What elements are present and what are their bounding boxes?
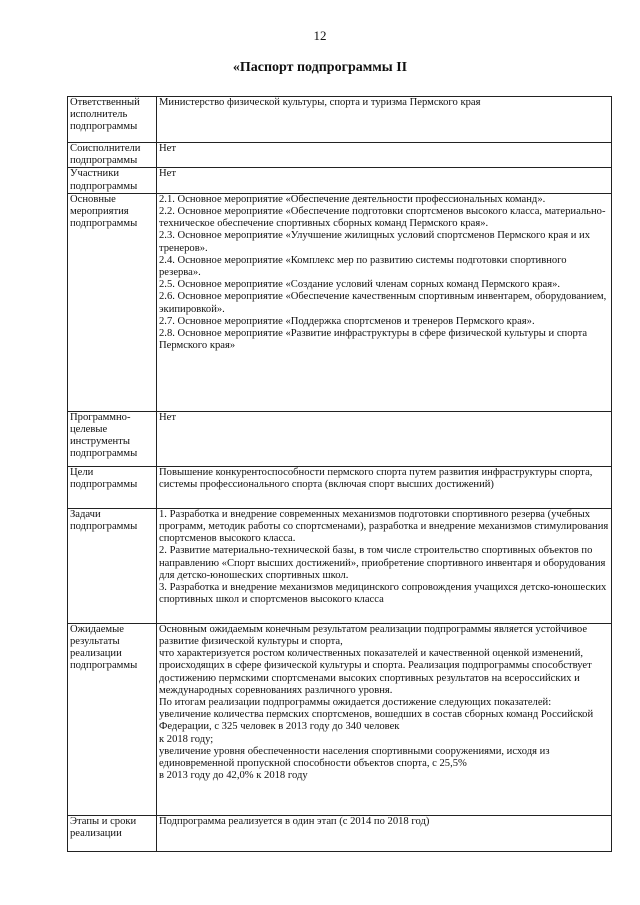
- content-paragraph: Повышение конкурентоспособности пермского спорта путем развития инфраструктуры спорта, системы профессионального спорта (включая спорт высших достижений): [159, 466, 593, 491]
- passport-table-body: [68, 97, 612, 852]
- content-paragraph: По итогам реализации подпрограммы ожидается достижение следующих показателей:: [159, 697, 552, 709]
- content-paragraph: 2.6. Основное мероприятие «Обеспечение качественным спортивным инвентарем, оборудованием, экипировкой».: [159, 291, 607, 315]
- passport-row: [68, 623, 612, 815]
- row-content: [157, 97, 612, 143]
- page-number: 12: [313, 28, 327, 43]
- content-paragraph: 3. Разработка и внедрение механизмов медицинского сопровождения учащихся детско-юношеских спортивных школ и спортсменов высокого класса: [159, 582, 607, 606]
- row-label: Ответственный исполнитель подпрограммы: [68, 97, 157, 143]
- row-content: [157, 411, 612, 466]
- passport-row: [68, 143, 612, 168]
- row-content: [157, 168, 612, 193]
- content-paragraph: 2.2. Основное мероприятие «Обеспечение подготовки спортсменов высокого класса, материально-техническое обеспечение спортивных сборных команд Пермского края».: [159, 206, 606, 230]
- content-paragraph: Нет: [159, 411, 176, 423]
- row-content: [157, 143, 612, 168]
- passport-row: [68, 411, 612, 466]
- document-title: «Паспорт подпрограммы II: [232, 60, 408, 75]
- content-paragraph: Подпрограмма реализуется в один этап (с 2014 по 2018 год): [159, 815, 430, 827]
- passport-table: [67, 96, 612, 852]
- content-paragraph: 2.5. Основное мероприятие «Создание условий членам сорных команд Пермского края».: [159, 279, 561, 291]
- row-content: [157, 508, 612, 623]
- passport-row: [68, 508, 612, 623]
- content-paragraph: 1. Разработка и внедрение современных механизмов подготовки спортивного резерва (учебных программ, методик работы со спортсменами), разработка и внедрение механизмов стимулирования спортсменов высокого класса.: [159, 508, 609, 545]
- row-label: Соисполнители подпрограммы: [68, 143, 157, 168]
- passport-row: [68, 168, 612, 193]
- content-paragraph: 2.3. Основное мероприятие «Улучшение жилищных условий спортсменов Пермского края и их тренеров».: [159, 230, 591, 254]
- content-paragraph: Министерство физической культуры, спорта и туризма Пермского края: [159, 97, 481, 108]
- content-paragraph: что характеризуется ростом количественных показателей и качественной оценкой изменений, происходящих в сфере физической культуры и спорта. Реализация подпрограммы способствует достижению пермскими спортсменами высоких спортивных результатов на всероссийских и международных соревнованиях различного уровня.: [159, 648, 592, 696]
- row-content: [157, 466, 612, 508]
- content-paragraph: 2.7. Основное мероприятие «Поддержка спортсменов и тренеров Пермского края».: [159, 315, 535, 327]
- passport-row: [68, 815, 612, 851]
- content-paragraph: увеличение количества пермских спортсменов, вошедших в состав сборных команд Российской Федерации, с 325 человек в 2013 году до 340 человек: [159, 709, 594, 733]
- passport-row: [68, 193, 612, 411]
- row-label: Программно-целевые инструменты подпрограммы: [68, 411, 157, 466]
- content-paragraph: 2.1. Основное мероприятие «Обеспечение деятельности профессиональных команд».: [159, 193, 546, 205]
- row-content: [157, 623, 612, 815]
- content-paragraph: Основным ожидаемым конечным результатом реализации подпрограммы является устойчивое развитие физической культуры и спорта,: [159, 623, 588, 648]
- content-paragraph: Нет: [159, 143, 176, 154]
- content-paragraph: в 2013 году до 42,0% к 2018 году: [159, 770, 308, 782]
- passport-row: [68, 97, 612, 143]
- row-label: Ожидаемые результаты реализации подпрограммы: [68, 623, 157, 815]
- row-label: Цели подпрограммы: [68, 466, 157, 508]
- content-paragraph: к 2018 году;: [159, 733, 214, 745]
- content-paragraph: 2. Развитие материально-технической базы, в том числе строительство спортивных объектов по направлению «Спорт высших достижений», приобретение спортивного инвентаря и оборудования для детско-юношеских спортивных школ.: [159, 545, 606, 581]
- row-label: Участники подпрограммы: [68, 168, 157, 193]
- row-label: Задачи подпрограммы: [68, 508, 157, 623]
- row-label: Этапы и сроки реализации: [68, 815, 157, 851]
- content-paragraph: Нет: [159, 168, 176, 180]
- content-paragraph: 2.8. Основное мероприятие «Развитие инфраструктуры в сфере физической культуры и спорта Пермского края»: [159, 328, 588, 352]
- row-content: [157, 193, 612, 411]
- row-content: [157, 815, 612, 851]
- content-paragraph: увеличение уровня обеспеченности населения спортивными сооружениями, исходя из единовременной пропускной способности объектов спорта, с 25,5%: [159, 745, 550, 770]
- content-paragraph: 2.4. Основное мероприятие «Комплекс мер по развитию системы подготовки спортивного резерва».: [159, 254, 567, 279]
- row-label: Основные мероприятия подпрограммы: [68, 193, 157, 411]
- passport-row: [68, 466, 612, 508]
